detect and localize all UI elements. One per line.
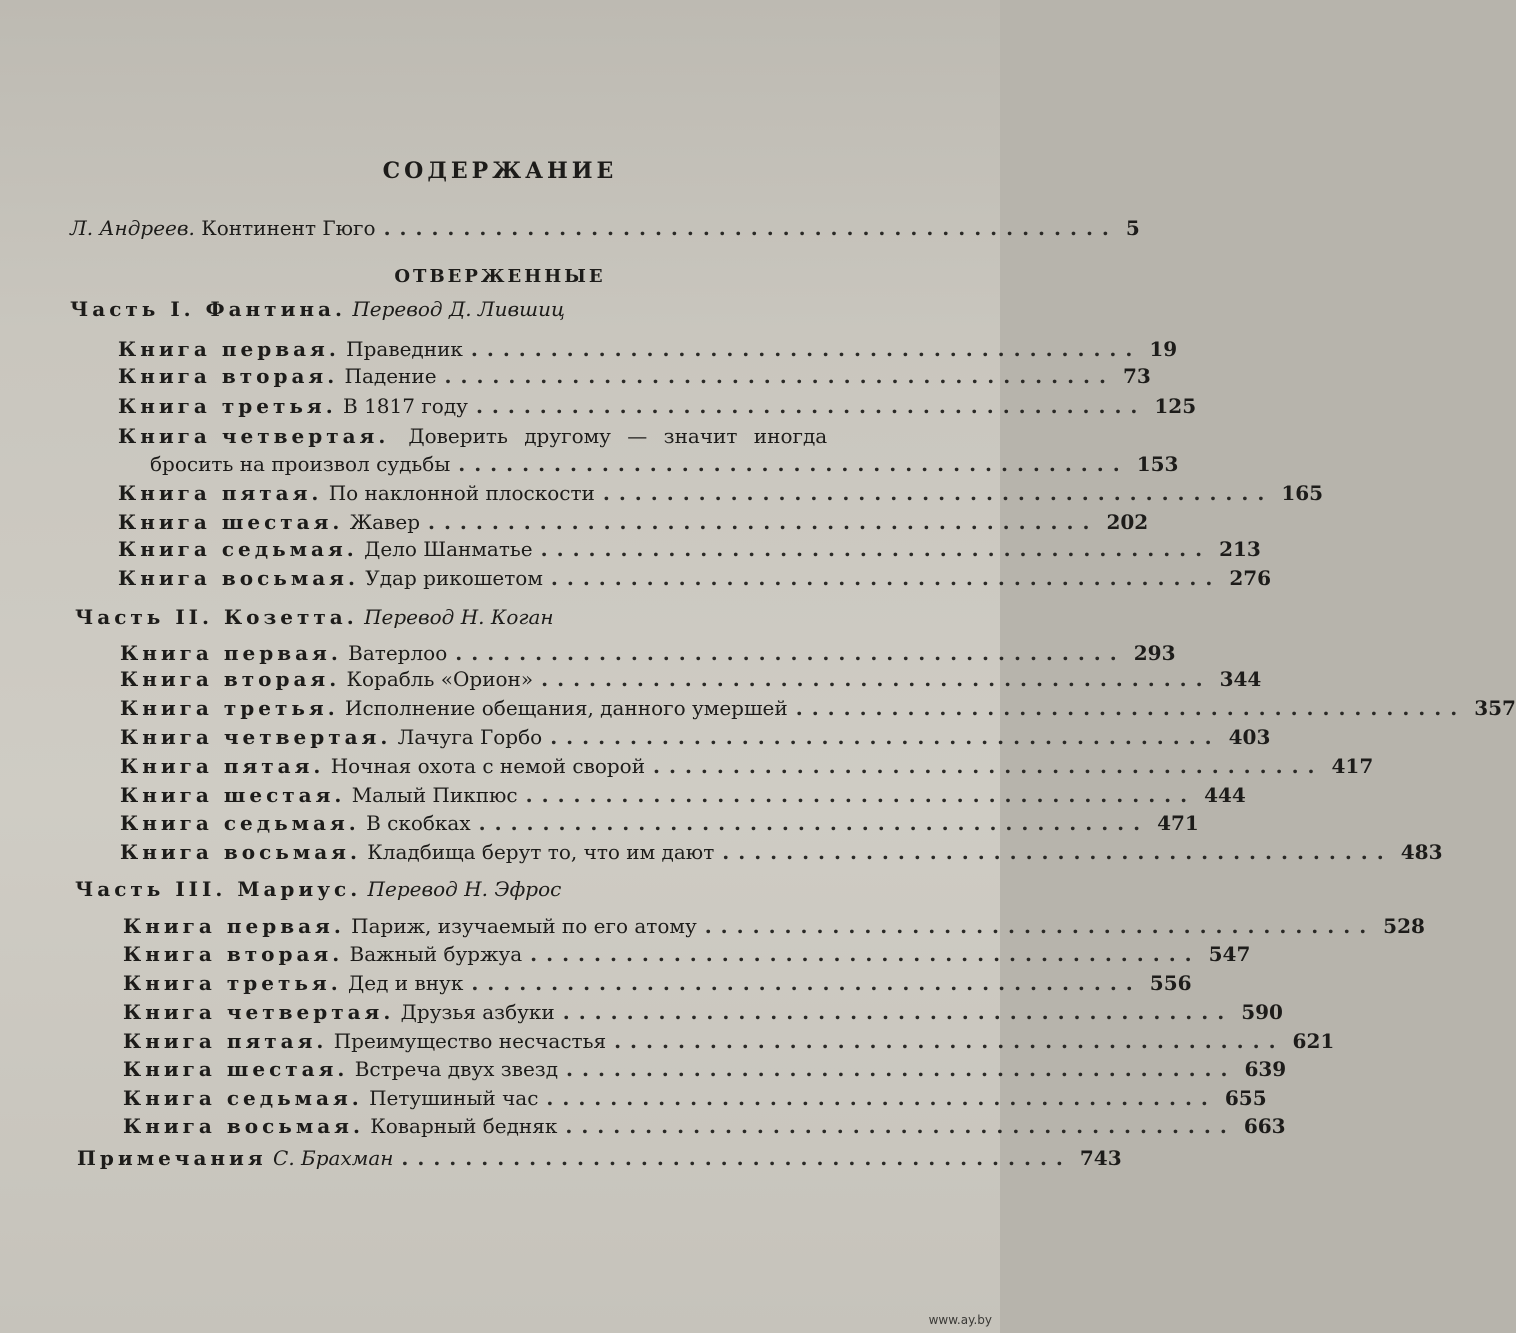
entry-label: Л. Андреев. Континент Гюго (70, 216, 376, 240)
toc-entry: Книга седьмая. Дело Шанматье .......................................... 213 (118, 537, 1261, 561)
toc-entry: Книга третья. Исполнение обещания, данного умершей .......................................... 357 (120, 696, 1516, 720)
toc-entry: Книга вторая. Корабль «Орион» .......................................... 344 (120, 667, 1262, 691)
work-title: ОТВЕРЖЕННЫЕ (394, 266, 606, 287)
toc-entry: Книга шестая. Встреча двух звезд .......................................... 639 (123, 1057, 1287, 1081)
toc-entry: Книга седьмая. В скобках .......................................... 471 (120, 811, 1199, 835)
toc-entry: Книга первая. Праведник .......................................... 19 (118, 337, 1178, 361)
toc-entry: Книга пятая. По наклонной плоскости .......................................... 165 (118, 481, 1324, 505)
toc-entry: Книга пятая. Ночная охота с немой сворой .......................................... 417 (120, 754, 1374, 778)
toc-entry: Книга четвертая. Доверить другому — значит иногда (118, 424, 828, 448)
toc-entry: Книга вторая. Важный буржуа .......................................... 547 (123, 942, 1251, 966)
toc-entry: Книга шестая. Малый Пикпюс .......................................... 444 (120, 783, 1246, 807)
toc-entry: Книга третья. Дед и внук .......................................... 556 (123, 971, 1192, 995)
toc-entry: Книга пятая. Преимущество несчастья .......................................... 621 (123, 1029, 1335, 1053)
toc-entry-intro (70, 215, 1140, 241)
toc-entry: Книга первая. Ватерлоо .......................................... 293 (120, 641, 1176, 665)
toc-entry: Книга вторая. Падение .......................................... 73 (118, 364, 1151, 388)
toc-entry: Книга первая. Париж, изучаемый по его атому .......................................... 528 (123, 914, 1425, 938)
part-heading: Часть I. Фантина. Перевод Д. Лившиц (70, 297, 565, 321)
toc-entry: Книга восьмая. Коварный бедняк .......................................... 663 (123, 1114, 1286, 1138)
part-heading: Часть II. Козетта. Перевод Н. Коган (75, 605, 554, 629)
toc-entry: Книга шестая. Жавер .......................................... 202 (118, 510, 1149, 534)
toc-entry-notes: Примечания С. Брахман .......................................... 743 (77, 1146, 1122, 1170)
toc-title: СОДЕРЖАНИЕ (382, 158, 618, 184)
page-number: 5 (1125, 216, 1140, 240)
watermark: www.ay.by (928, 1313, 992, 1327)
toc-entry: Книга третья. В 1817 году .......................................... 125 (118, 394, 1197, 418)
toc-entry: Книга четвертая. Друзья азбуки .......................................... 590 (123, 1000, 1283, 1024)
toc-entry: Книга седьмая. Петушиный час .......................................... 655 (123, 1086, 1267, 1110)
toc-entry-continued: бросить на произвол судьбы .......................................... 153 (150, 452, 1179, 476)
leader-dots: .............................................. (383, 216, 1118, 240)
toc-entry: Книга четвертая. Лачуга Горбо .......................................... 403 (120, 725, 1271, 749)
toc-entry: Книга восьмая. Удар рикошетом .......................................... 276 (118, 566, 1272, 590)
part-heading: Часть III. Мариус. Перевод Н. Эфрос (75, 877, 562, 901)
toc-entry: Книга восьмая. Кладбища берут то, что им дают .......................................... 483 (120, 840, 1443, 864)
